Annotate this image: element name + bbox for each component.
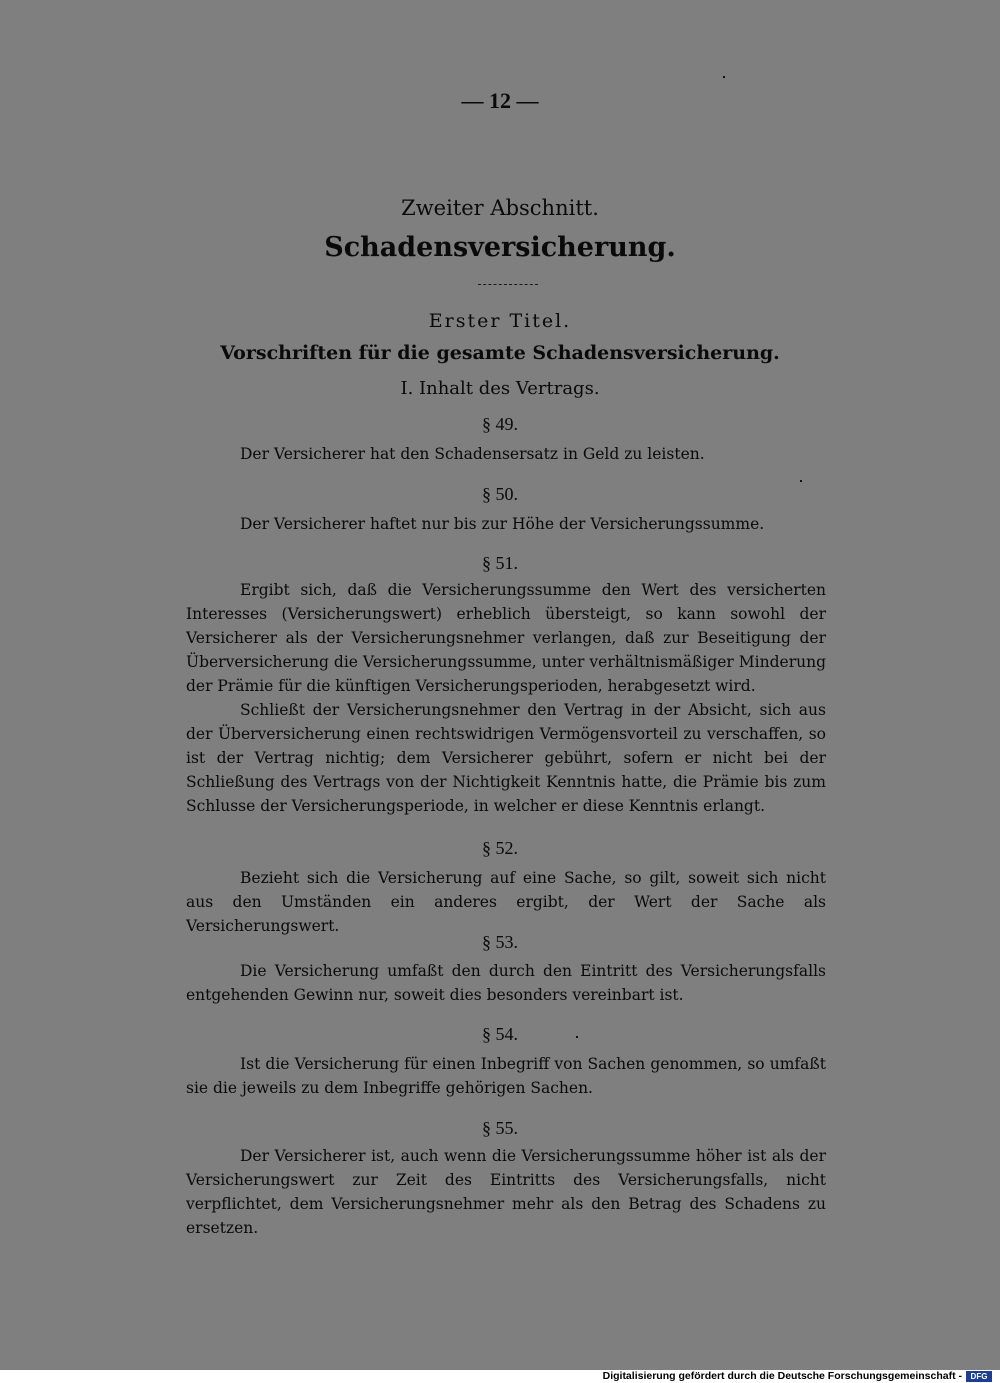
titel-label: Erster Titel. [428,310,572,332]
paragraph-text-55 [186,1144,826,1240]
paragraph-text-53 [186,959,826,1007]
paragraph-body: Bezieht sich die Versicherung auf eine Sache, so gilt, soweit sich nicht aus den Umständen ein anderes ergibt, der Wert der Sache als Versicherungswert. [186,869,826,935]
paragraph-body: Der Versicherer haftet nur bis zur Höhe der Versicherungssumme. [240,515,765,533]
paragraph-text-51 [186,578,826,818]
section-subtitle: Schadensversicherung. [324,232,676,263]
paragraph-text-54 [186,1052,826,1100]
divider-rule [478,284,538,285]
part-heading: I. Inhalt des Vertrags. [400,378,600,399]
titel-heading: Vorschriften für die gesamte Schadensversicherung. [220,342,780,364]
page-number: — 12 — [461,88,539,113]
paragraph-body: Der Versicherer ist, auch wenn die Versicherungssumme höher ist als der Versicherungswert zur Zeit des Eintritts des Versicherungsfalls, nicht verpflichtet, dem Versicherungsnehmer mehr als den Betrag des Schadens zu ersetzen. [186,1147,826,1237]
paragraph-number-53: § 53. [482,932,518,952]
paragraph-text-52 [186,866,826,938]
section-title: Zweiter Abschnitt. [401,196,599,220]
scan-speck [723,76,725,78]
scan-speck [800,480,802,482]
dfg-logo-icon: DFG [966,1371,992,1382]
paragraph-number-49: § 49. [482,414,518,434]
paragraph-number-50: § 50. [482,484,518,504]
paragraph-body: Ergibt sich, daß die Versicherungssumme den Wert des versicherten Interesses (Versicherungswert) erheblich übersteigt, so kann sowohl der Versicherer als der Versicherungsnehmer verlangen, daß zur Beseitigung der Überversicherung die Versicherungssumme, unter verhältnismäßiger Minderung der Prämie für die künftigen Versicherungsperioden, herabgesetzt wird. [186,581,826,695]
paragraph-body: Die Versicherung umfaßt den durch den Eintritt des Versicherungsfalls entgehenden Gewinn nur, soweit dies besonders vereinbart ist. [186,962,826,1004]
scan-speck [576,1036,578,1038]
paragraph-body: Ist die Versicherung für einen Inbegriff von Sachen genommen, so umfaßt sie die jeweils zu dem Inbegriffe gehörigen Sachen. [186,1055,826,1097]
paragraph-number-52: § 52. [482,838,518,858]
paragraph-number-55: § 55. [482,1118,518,1138]
paragraph-number-54: § 54. [482,1024,518,1044]
paragraph-text-50 [240,512,800,536]
paragraph-number-51: § 51. [482,553,518,573]
footer-bar [0,1370,1000,1383]
footer-credit: Digitalisierung gefördert durch die Deutsche Forschungsgemeinschaft - [602,1370,962,1382]
paragraph-text-49 [240,442,800,466]
paragraph-body: Der Versicherer hat den Schadensersatz in Geld zu leisten. [240,445,705,463]
paragraph-body: Schließt der Versicherungsnehmer den Vertrag in der Absicht, sich aus der Überversicherung einen rechtswidrigen Vermögensvorteil zu verschaffen, so ist der Vertrag nichtig; dem Versicherer gebührt, sofern er nicht bei der Schließung des Vertrags von der Nichtigkeit Kenntnis hatte, die Prämie bis zum Schlusse der Versicherungsperiode, in welcher er diese Kenntnis erlangt. [186,701,826,815]
